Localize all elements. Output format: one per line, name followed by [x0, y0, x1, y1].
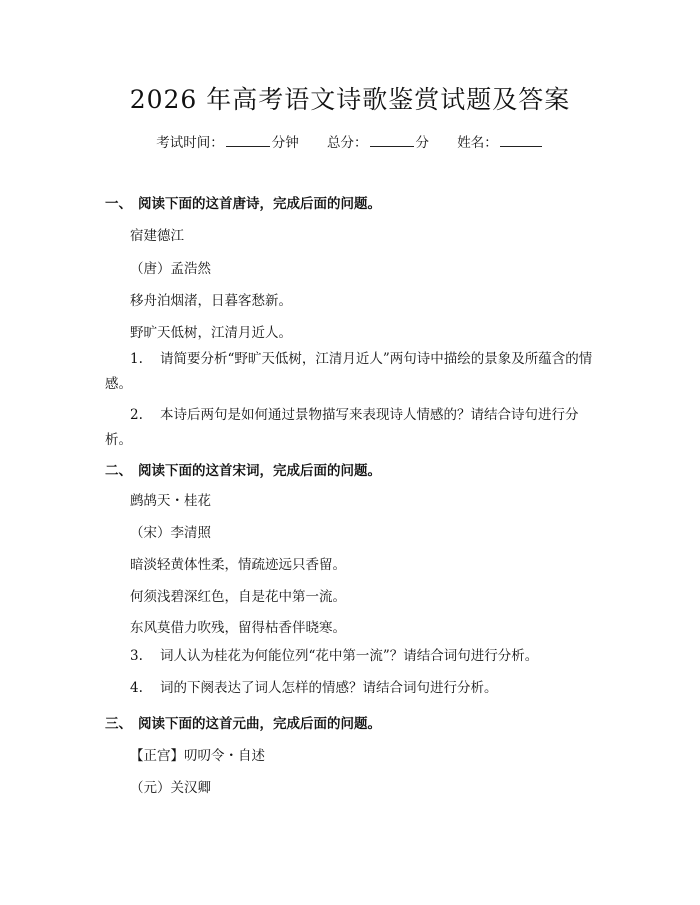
poem-line: 野旷天低树，江清月近人。 — [130, 325, 292, 341]
poem-line: 移舟泊烟渚，日暮客愁新。 — [130, 293, 292, 309]
section-heading-1 — [105, 192, 381, 212]
poem-line: 暗淡轻黄体性柔，情疏迹远只香留。 — [130, 557, 346, 573]
section-instruction: 阅读下面的这首元曲，完成后面的问题。 — [138, 716, 381, 732]
question-number: 1. — [130, 351, 143, 367]
section-number: 二、 — [105, 463, 132, 479]
poem-line: 何须浅碧深红色，自是花中第一流。 — [130, 589, 346, 605]
total-score-field — [327, 135, 433, 151]
section-heading-2 — [105, 459, 381, 479]
question-4 — [105, 676, 595, 701]
total-score-blank — [370, 134, 414, 147]
question-text: 词人认为桂花为何能位列“花中第一流”？请结合词句进行分析。 — [160, 648, 539, 664]
total-score-label: 总分： — [327, 135, 368, 151]
section-heading-3 — [105, 712, 381, 732]
question-1 — [105, 347, 595, 397]
question-2 — [105, 403, 595, 453]
question-number: 2. — [130, 407, 143, 423]
poem-title: 宿建德江 — [130, 228, 184, 244]
student-name-blank — [500, 134, 542, 147]
question-text: 词的下阕表达了词人怎样的情感？请结合词句进行分析。 — [160, 680, 498, 696]
section-number: 一、 — [105, 196, 132, 212]
page-title: 2026 年高考语文诗歌鉴赏试题及答案 — [129, 85, 571, 114]
student-name-field — [457, 135, 544, 151]
total-score-unit: 分 — [415, 135, 429, 151]
poem-title: 鹧鸪天・桂花 — [130, 493, 211, 509]
exam-info-line — [0, 131, 700, 151]
poem-title: 【正宫】叨叨令・自述 — [130, 748, 265, 764]
question-number: 3. — [130, 648, 143, 664]
student-name-label: 姓名： — [457, 135, 498, 151]
question-3 — [105, 644, 595, 669]
poem-line: 东风莫借力吹残，留得枯香伴晓寒。 — [130, 620, 346, 636]
question-number: 4. — [130, 680, 143, 696]
poem-author: （元）关汉卿 — [130, 780, 211, 796]
section-number: 三、 — [105, 716, 132, 732]
exam-time-blank — [226, 134, 270, 147]
exam-time-label: 考试时间： — [156, 135, 224, 151]
section-instruction: 阅读下面的这首唐诗，完成后面的问题。 — [138, 196, 381, 212]
section-instruction: 阅读下面的这首宋词，完成后面的问题。 — [138, 463, 381, 479]
exam-time-unit: 分钟 — [271, 135, 299, 151]
exam-time-field — [156, 135, 303, 151]
poem-author: （宋）李清照 — [130, 525, 211, 541]
question-text: 本诗后两句是如何通过景物描写来表现诗人情感的？请结合诗句进行分析。 — [105, 407, 579, 448]
question-text: 请简要分析“野旷天低树，江清月近人”两句诗中描绘的景象及所蕴含的情感。 — [105, 351, 593, 392]
poem-author: （唐）孟浩然 — [130, 261, 211, 277]
